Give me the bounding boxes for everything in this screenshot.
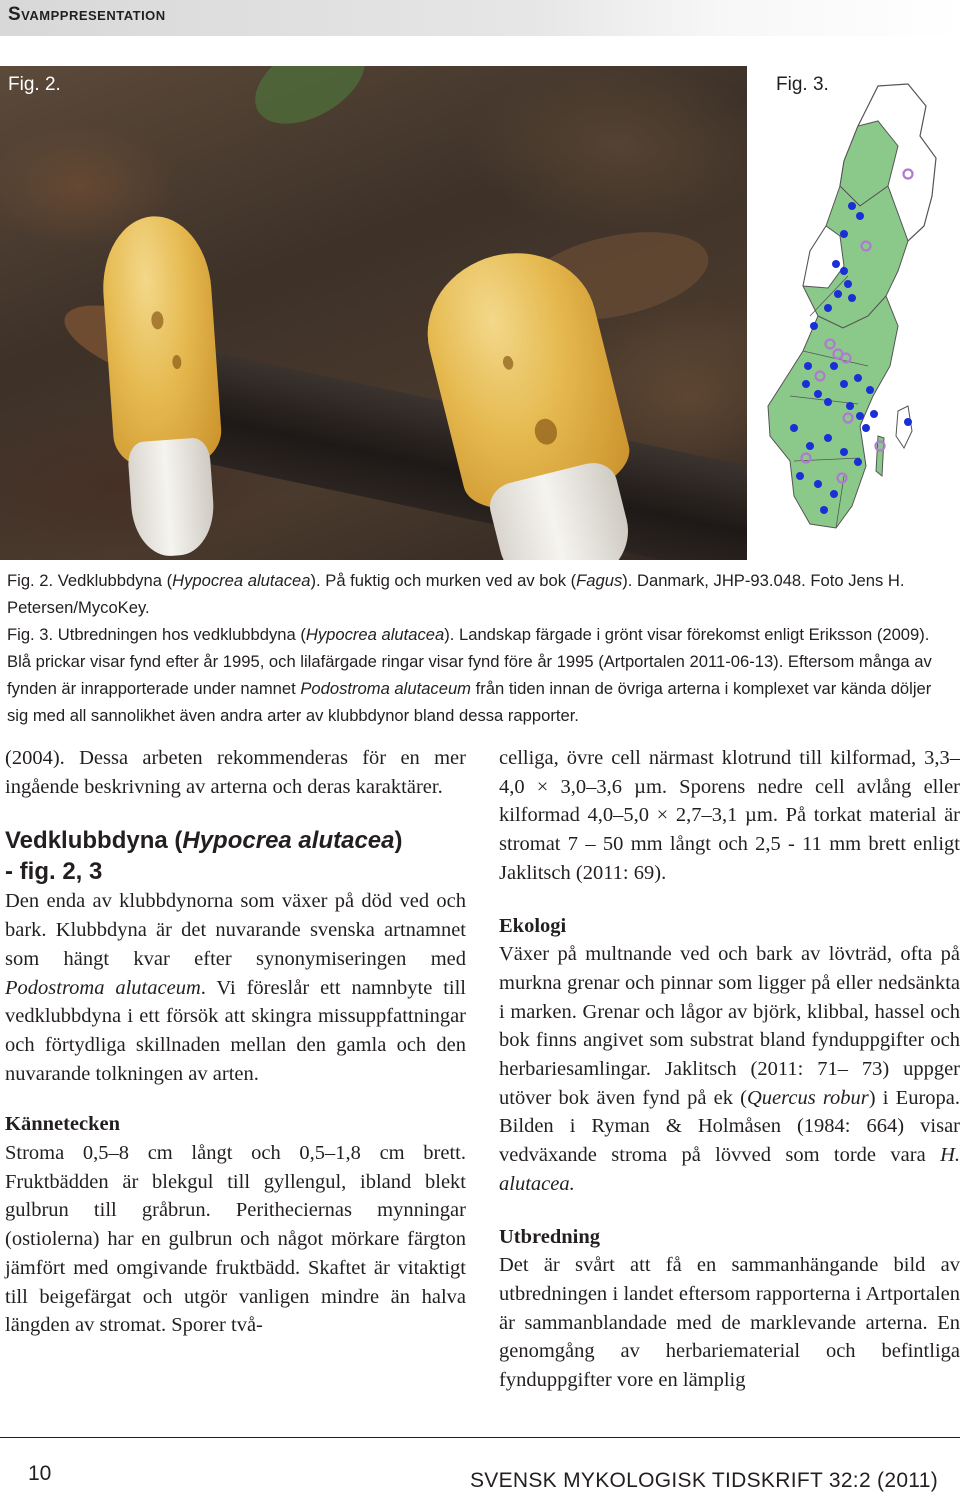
distribution-map — [748, 66, 960, 560]
journal-name: SVENSK MYKOLOGISK TIDSKRIFT 32:2 (2011) — [469, 1469, 938, 1492]
mushroom-stem — [127, 437, 217, 558]
utbredning-paragraph: Det är svårt att få en sammanhängande bild av utbredningen i landet eftersom rapporterna i Artportalen är sammanblandade med de marklevande arterna. En genomgång av herbariematerial och befintliga fynduppgifter vore en lämplig — [499, 1254, 960, 1392]
leaf — [241, 66, 380, 141]
fig3-label: Fig. 3. — [776, 74, 829, 95]
spores-paragraph: celliga, övre cell närmast klotrund till kilformad, 3,3–4,0 × 3,0–3,6 µm. Sporens nedre cell avlång eller kilformad 4,0–5,0 × 2,7–3,1 µm. På torkat material är stromat 7 – 50 mm långt och 2,5 - 11 mm brett enligt Jaklitsch (2011: 69). — [499, 747, 960, 884]
mushroom-cap — [98, 213, 223, 472]
species-paragraph: Den enda av klubbdynorna som växer på död ved och bark. Klubbdyna är det nuvarande svenska artnamnet som hängt kvar efter synonymiseringen med Podostroma alutaceum. Vi föreslår ett namnbyte till vedklubbdyna i ett försök att skingra missuppfattningar och förtydliga skillnaden mellan den gamla och den nuvarande tolkningen av arten. — [5, 890, 466, 1085]
sweden-map-svg — [748, 66, 960, 560]
footer-rule — [0, 1437, 960, 1438]
fig2-label: Fig. 2. — [8, 74, 61, 95]
mushroom-left — [98, 213, 229, 560]
utbredning-heading: Utbredning — [499, 1225, 601, 1248]
fig2-caption: Fig. 2. Vedklubbdyna (Hypocrea alutacea). På fuktig och murken ved av bok (Fagus). Danmark, JHP-93.048. Foto Jens H. Petersen/MycoKey. — [7, 571, 905, 617]
species-heading: Vedklubbdyna (Hypocrea alutacea) - fig. 2, 3 — [5, 827, 403, 886]
mushroom-photo — [0, 66, 747, 560]
page-number: 10 — [28, 1462, 52, 1485]
section-title: Svamppresentation — [8, 4, 166, 25]
fig3-caption: Fig. 3. Utbredningen hos vedklubbdyna (Hypocrea alutacea). Landskap färgade i grönt visar förekomst enligt Eriksson (2009). Blå prickar visar fynd efter år 1995, och lilafärgade ringar visar fynd före år 1995 (Artportalen 2011-06-13). Eftersom många av fynden är inrapporterade under namnet Podostroma alutaceum från tiden innan de övriga arterna i komplexet var kända döljer sig med all sannolikhet även andra arter av klubbdynor bland dessa rapporter. — [7, 625, 932, 725]
ekologi-heading: Ekologi — [499, 914, 567, 937]
intro-paragraph: (2004). Dessa arbeten rekommenderas för en mer ingående beskrivning av arterna och deras karaktärer. — [5, 747, 466, 798]
kannetecken-paragraph: Stroma 0,5–8 cm långt och 0,5–1,8 cm brett. Fruktbädden är blekgul till gyllengul, ibland blekt gulbrun till gråbrun. Peritheciernas mynningar (ostiolerna) har en gulbrun och något mörkare färgton jämfört med omgivande fruktbädd. Skaftet är vitaktigt till beigefärgat och utgör vanligen mindre än halva längden av stromat. Sporer två- — [5, 1142, 466, 1337]
kannetecken-heading: Kännetecken — [5, 1113, 121, 1136]
right-column — [499, 744, 960, 1395]
left-column — [5, 744, 466, 1340]
gotland — [896, 406, 912, 448]
ekologi-paragraph: Växer på multnande ved och bark av lövträd, ofta på murkna grenar och pinnar som ligger på eller nedsänkta i marken. Grenar och lågor av björk, klibbal, hassel och bok finns angivet som substrat bland fynduppgifter och herbariesamlingar. Jaklitsch (2011: 71– 73) uppger utöver bok även fynd på ek (Quercus robur) i Europa. Bilden i Ryman & Holmåsen (1984: 664) visar vedväxande stroma på lövved som torde vara H. alutacea. — [499, 943, 960, 1195]
